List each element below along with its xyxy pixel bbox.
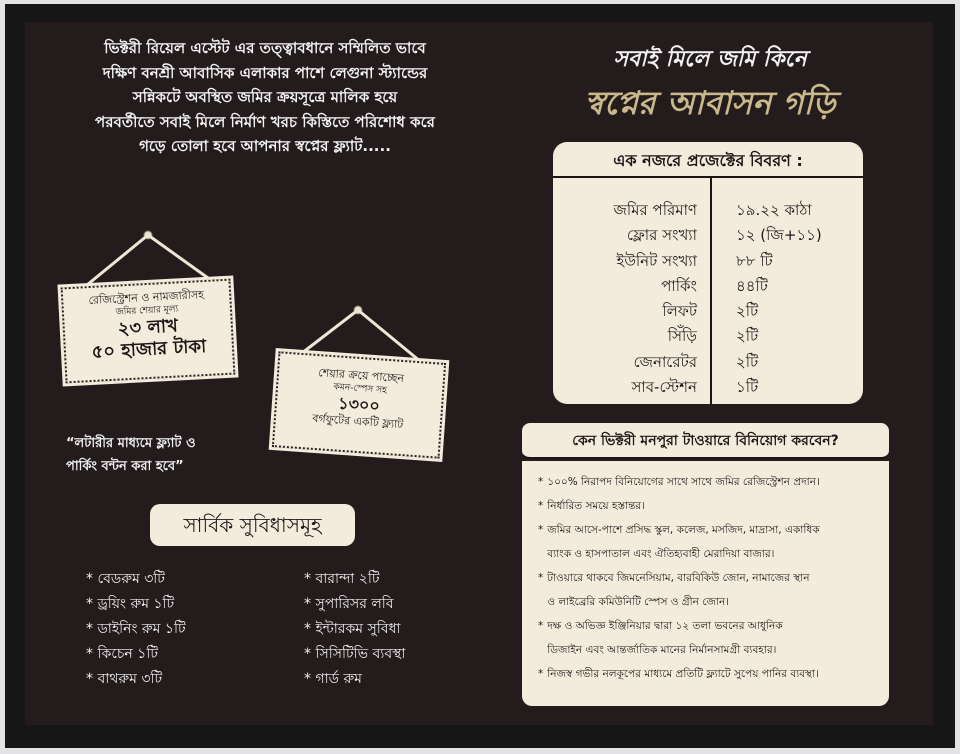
why-invest-line (538, 470, 877, 494)
why-invest-text: ১০০% নিরাপদ বিনিয়োগের সাথে সাথে জমির রেজিস্ট্রেশন প্রদান। (547, 476, 820, 488)
quote-line: “লটারীর মাধ্যমে ফ্ল্যাট ও (66, 436, 196, 451)
row-value: ২টি (736, 327, 759, 346)
row-key: জেনারেটর (633, 352, 697, 371)
row-value: ৮৮ টি (736, 251, 773, 270)
why-invest-line (538, 542, 877, 566)
row-key: সাব-স্টেশন (631, 378, 697, 397)
intro-line: পরবর্তীতে সবাই মিলে নির্মাণ খরচ কিস্তিতে পরিশোধ করে (95, 112, 435, 131)
project-summary-title: এক নজরে প্রজেক্টের বিবরণ : (553, 142, 863, 178)
project-row (553, 375, 863, 400)
row-value: ১২ (জি+১১) (736, 226, 822, 245)
why-invest-text: নির্ধারিত সময়ে হস্তান্তর। (547, 500, 645, 512)
project-row (553, 198, 863, 223)
amenities-list-right (304, 567, 405, 692)
price-line-2: জমির শেয়ার মূল্য (115, 304, 179, 318)
amenity-item: * কিচেন ১টি (86, 646, 158, 662)
amenity-item: * বেডরুম ৩টি (86, 571, 165, 587)
bullet-star: * (538, 524, 544, 536)
why-invest-text: জমির আসে-পাশে প্রসিদ্ধ স্কুল, কলেজ, মসজিদ, মাদ্রাসা, একাধিক (547, 524, 820, 536)
bullet-star: * (538, 476, 544, 488)
why-invest-line (538, 614, 877, 638)
flat-line-2: কমন-স্পেস সহ (333, 382, 388, 396)
amenity-item: * গার্ড রুম (304, 671, 362, 687)
project-row (553, 274, 863, 299)
amenity-item: * ডাইনিং রুম ১টি (86, 621, 186, 637)
row-value: ২টি (736, 352, 759, 371)
row-value: ২টি (736, 302, 759, 321)
price-line-1: রেজিস্ট্রেশন ও নামজারীসহ (88, 288, 205, 308)
flat-line-1: শেয়ার ক্রয়ে পাচ্ছেন (317, 366, 405, 386)
flat-line-3: ১৩০০ (337, 393, 381, 416)
why-invest-text: টাওয়ারে থাকবে জিমনেসিয়াম, বারবিকিউ জোন, নামাজের স্থান (547, 572, 810, 584)
why-invest-title: কেন ভিক্টরী মনপুরা টাওয়ারে বিনিয়োগ করবেন? (522, 423, 889, 459)
why-invest-line (538, 494, 877, 518)
project-row (553, 324, 863, 349)
price-line-4: ৫০ হাজার টাকা (91, 335, 207, 363)
row-key: ফ্লোর সংখ্যা (626, 226, 697, 245)
row-value: ১৯.২২ কাঠা (736, 201, 812, 219)
amenity-item: * বাথরুম ৩টি (86, 671, 163, 687)
amenity-item: * ইন্টারকম সুবিধা (304, 621, 401, 637)
row-key: জমির পরিমাণ (613, 201, 697, 219)
lottery-quote (66, 432, 266, 478)
project-row (553, 223, 863, 248)
amenity-item: * সিসিটিভি ব্যবস্থা (304, 646, 406, 662)
why-invest-text: ডিজাইন এবং আন্তর্জাতিক মানের নির্মানসামগ্রী ব্যবহার। (547, 644, 777, 656)
bullet-star: * (538, 668, 544, 680)
why-invest-text: ও লাইব্রেরি কমিউনিটি স্পেস ও গ্রীন জোন। (547, 596, 729, 608)
why-invest-text: দক্ষ ও অভিজ্ঞ ইঞ্জিনিয়ার দ্বারা ১২ তলা ভবনের আধুনিক (547, 620, 783, 632)
amenity-item: * সুপারিসর লবি (304, 596, 394, 612)
project-row (553, 299, 863, 324)
intro-line: গড়ে তোলা হবে আপনার স্বপ্নের ফ্ল্যাট..... (139, 137, 391, 155)
why-invest-box (522, 461, 889, 706)
intro-line: সন্নিকটে অবস্থিত জমির ক্রয়সূত্রে মালিক হয়ে (132, 88, 398, 106)
why-invest-text: নিজস্ব গভীর নলকূপের মাধ্যমে প্রতিটি ফ্ল্যাটে সুপেয় পানির ব্যবস্থা। (547, 668, 819, 680)
price-line-3: ২৩ লাখ (117, 315, 179, 340)
amenity-item: * ড্রয়িং রুম ১টি (86, 596, 175, 612)
project-row (553, 350, 863, 375)
why-invest-line (538, 566, 877, 590)
amenities-list-left (86, 567, 186, 692)
bullet-star: * (538, 572, 544, 584)
project-row (553, 249, 863, 274)
why-invest-line (538, 662, 877, 686)
intro-line: ভিক্টরী রিয়েল এস্টেট এর তত্ত্বাবধানে সম্মিলিত ভাবে (104, 39, 426, 57)
slogan-line-2: স্বপ্নের আবাসন গড়ি (584, 84, 836, 122)
why-invest-text: ব্যাংক ও হাসপাতাল এবং ঐতিহ্যবাহী মেরাদিয়া বাজার। (547, 548, 775, 560)
quote-line: পার্কিং বন্টন করা হবে” (66, 459, 184, 474)
bullet-star: * (538, 500, 544, 512)
amenity-item: * বারান্দা ২টি (304, 571, 380, 587)
bullet-star: * (538, 620, 544, 632)
why-invest-line (538, 518, 877, 542)
row-key: ইউনিট সংখ্যা (616, 251, 697, 270)
why-invest-line (538, 590, 877, 614)
why-invest-line (538, 638, 877, 662)
flat-card (272, 351, 446, 458)
project-rows (553, 198, 863, 400)
amenities-title: সার্বিক সুবিধাসমূহ (150, 504, 355, 546)
row-value: ১টি (736, 378, 759, 397)
row-value: ৪৪টি (736, 276, 768, 295)
row-key: লিফট (662, 302, 697, 321)
row-key: সিঁড়ি (667, 327, 697, 346)
why-invest-list (538, 470, 877, 686)
slogan-line-1: সবাই মিলে জমি কিনে (613, 47, 807, 72)
row-key: পার্কিং (661, 276, 697, 295)
project-summary-box (553, 142, 863, 404)
intro-line: দক্ষিণ বনশ্রী আবাসিক এলাকার পাশে লেগুনা স্ট্যান্ডের (102, 63, 428, 82)
flat-line-4: বর্গফুটের একটি ফ্ল্যাট (311, 411, 404, 432)
